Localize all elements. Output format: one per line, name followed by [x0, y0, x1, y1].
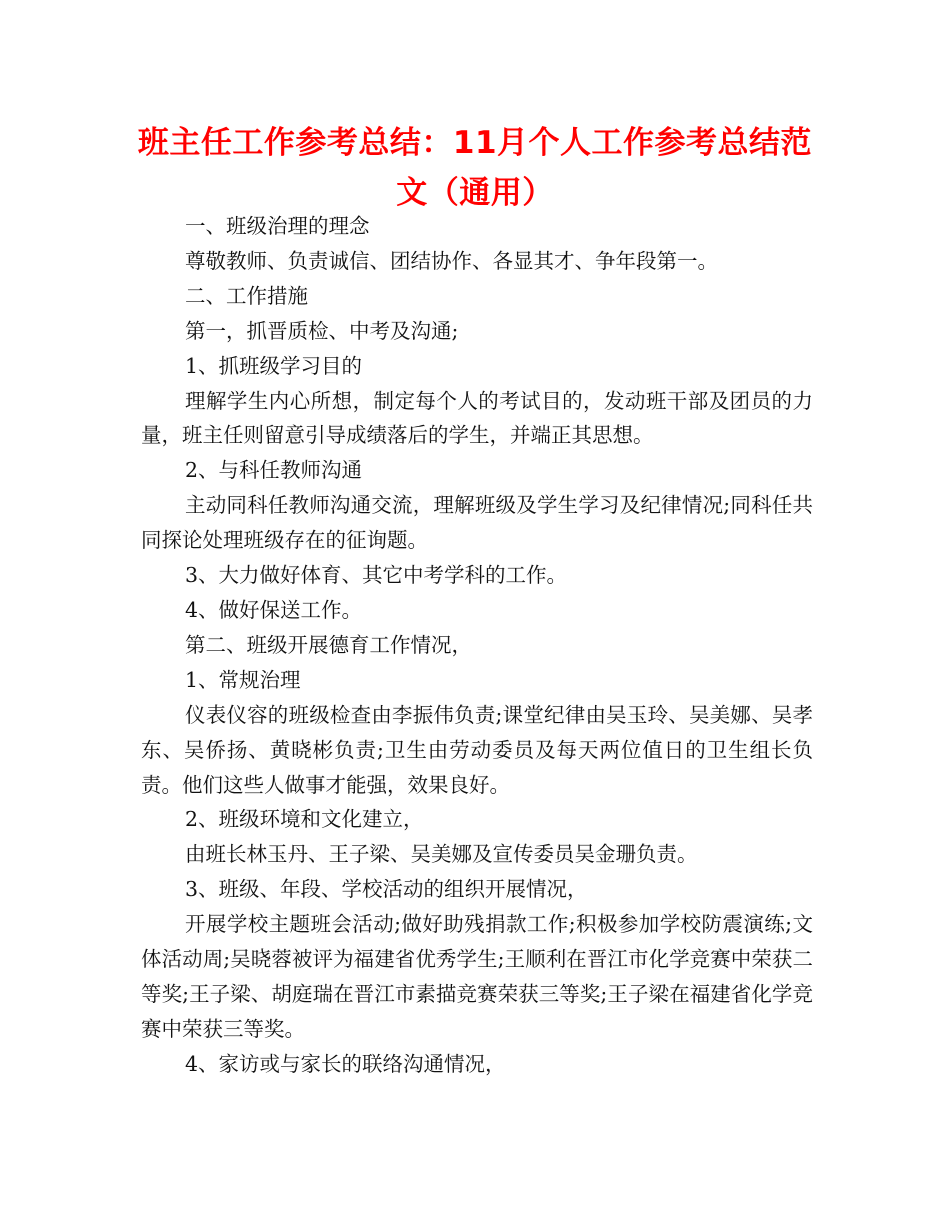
paragraph: 理解学生内心所想，制定每个人的考试目的，发动班干部及团员的力量，班主任则留意引导成绩落后的学生，并端正其思想。 — [141, 388, 813, 448]
list-item-heading: 1、常规治理 — [185, 667, 301, 692]
list-item-heading: 2、与科任教师沟通 — [185, 458, 363, 483]
section-heading: 一、班级治理的理念 — [185, 214, 370, 238]
list-item-heading: 3、班级、年段、学校活动的组织开展情况， — [185, 877, 588, 902]
subsection-heading: 第二、班级开展德育工作情况， — [185, 632, 472, 657]
subsection-heading: 第一，抓晋质检、中考及沟通; — [185, 318, 459, 343]
paragraph: 仪表仪容的班级检查由李振伟负责;课堂纪律由吴玉玲、吴美娜、吴孝东、吴侨扬、黄晓彬负责;卫生由劳动委员及每天两位值日的卫生组长负责。他们这些人做事才能强，效果良好。 — [141, 702, 813, 797]
paragraph: 主动同科任教师沟通交流，理解班级及学生学习及纪律情况;同科任共同探论处理班级存在的征询题。 — [141, 493, 813, 553]
document-body — [141, 209, 813, 1082]
document-title: 班主任工作参考总结：11月个人工作参考总结范文（通用） — [137, 125, 813, 211]
list-item-heading: 1、抓班级学习目的 — [185, 353, 363, 378]
list-item-heading: 3、大力做好体育、其它中考学科的工作。 — [185, 563, 568, 588]
list-item-heading: 4、做好保送工作。 — [185, 597, 363, 622]
paragraph: 由班长林玉丹、王子梁、吴美娜及宣传委员吴金珊负责。 — [185, 842, 698, 867]
list-item-heading: 2、班级环境和文化建立， — [185, 807, 424, 832]
paragraph: 开展学校主题班会活动;做好助残捐款工作;积极参加学校防震演练;文体活动周;吴晓蓉被评为福建省优秀学生;王顺利在晋江市化学竞赛中荣获二等奖;王子梁、胡庭瑞在晋江市素描竞赛荣获三等奖;王子梁在福建省化学竞赛中荣获三等奖。 — [141, 912, 813, 1041]
section-heading: 二、工作措施 — [185, 283, 308, 308]
list-item-heading: 4、家访或与家长的联络沟通情况， — [185, 1051, 506, 1076]
paragraph: 尊敬教师、负责诚信、团结协作、各显其才、争年段第一。 — [185, 248, 718, 273]
